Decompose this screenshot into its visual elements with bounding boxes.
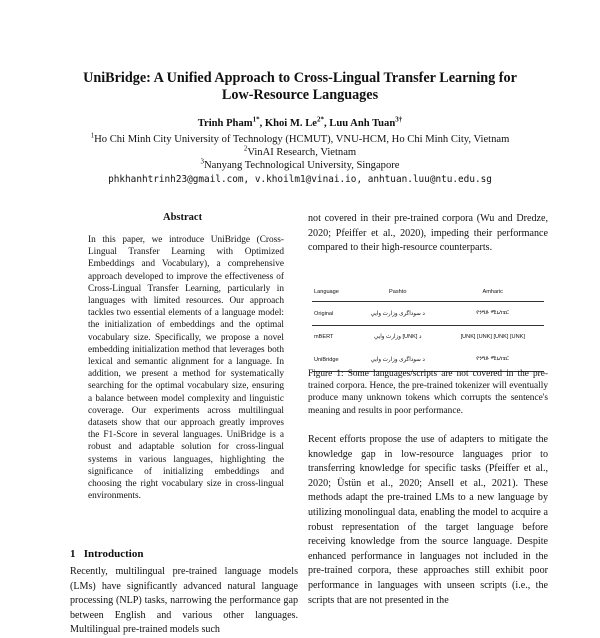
affiliation-2 xyxy=(30,146,570,159)
fig-cell-pashto: د سوداگری وزارت وایي xyxy=(354,348,441,372)
fig-cell-amharic: የንግድ ሚኒስቴር xyxy=(441,302,544,326)
fig-header-language: Language xyxy=(312,287,354,302)
author-1: Trinh Pham xyxy=(197,118,253,129)
affiliation-1-mark: 1 xyxy=(90,131,95,140)
introduction-text: Recently, multilingual pre-trained language models (LMs) have significantly advanced natural language processing (NLP) tasks, narrowing the performance gap between English and various other languages. Multilingual pre-trained models such xyxy=(70,566,298,636)
author-list: Trinh Pham$^{1*}$, Khoi M. $Le^{2*}$, Luu Anh Tuan$^{3\dagger}$ xyxy=(197,115,403,129)
author-emails: phkhanhtrinh23@gmail.com, v.khoilm1@vinai.io, anhtuan.luu@ntu.edu.sg xyxy=(108,174,492,185)
author-3: Luu Anh Tuan xyxy=(329,118,396,129)
right-column-paragraph-bottom: Recent efforts propose the use of adapters to mitigate the knowledge gap in low-resource languages prior to transferring knowledge for specific tasks (Pfeiffer et al., 2020; Üstün et al., 2020; Ansell et al., 2021). These methods adapt the pre-trained LMs to a new language by utilizing monolingual data, enabling the model to acquire a robust representation of the target language before receiving knowledge from the source language. Despite enhanced performance in languages not included in the pre-trained corpora, these approaches still exhibit poor performance in languages with unseen scripts (i.e., the scripts that are not presented in the xyxy=(308,434,548,606)
affiliation-2-text: VinAI Research, Vietnam xyxy=(247,147,357,158)
right-column-paragraph-top: not covered in their pre-trained corpora (Wu and Dredze, 2020; Pfeiffer et al., 2020), impeding their performance compared to their high-resource counterparts. xyxy=(308,213,548,254)
paper-title xyxy=(40,70,560,104)
fig-row-mbert xyxy=(312,326,544,349)
affiliation-2-mark: 2 xyxy=(243,144,248,153)
introduction-number: 1 xyxy=(70,548,76,560)
abstract-text: In this paper, we introduce UniBridge (Cross-Lingual Transfer Learning with Optimized Embeddings and Vocabulary), a comprehensive approach developed to improve the effectiveness of Cross-Lingual Transfer Learning, particularly in languages with limited resources. Our approach tackles two essential elements of a language model: the initialization of embeddings and the optimal vocabulary size. Specifically, we propose a novel embedding initialization method that leverages both lexical and semantic alignment for a language. In addition, we present a method for systematically searching for the optimal vocabulary size, ensuring a balance between model complexity and linguistic coverage. Our experiments across multilingual datasets show that our approach greatly improves the F1-Score in several languages. UniBridge is a robust and adaptable solution for cross-lingual systems in various languages, highlighting the significance of initializing embeddings and choosing the right vocabulary size in cross-lingual environments. xyxy=(88,235,284,502)
fig-header-amharic: Amharic xyxy=(441,287,544,302)
author-2-mark: 2* xyxy=(316,115,324,124)
figure-1-table xyxy=(312,287,544,372)
fig-cell-pashto: د [UNK] وزارت وایي xyxy=(373,334,422,340)
abstract-heading: Abstract xyxy=(163,212,203,223)
affiliation-1 xyxy=(30,133,570,146)
fig-header-pashto: Pashto xyxy=(354,287,441,302)
fig-row-language: Original xyxy=(312,302,354,326)
affiliation-3-text: Nanyang Technological University, Singapore xyxy=(204,160,400,171)
fig-row-language: mBERT xyxy=(314,334,334,340)
fig-cell-pashto: د سوداگری وزارت وایي xyxy=(354,302,441,326)
affiliation-1-text: Ho Chi Minh City University of Technology (HCMUT), VNU-HCM, Ho Chi Minh City, Vietnam xyxy=(94,134,510,145)
fig-row-original xyxy=(312,302,544,326)
affiliation-3 xyxy=(30,159,570,172)
author-2: Khoi M. Le xyxy=(264,118,317,129)
author-3-mark: 3† xyxy=(395,115,403,124)
affiliation-3-mark: 3 xyxy=(200,157,204,166)
introduction-title: Introduction xyxy=(83,548,144,560)
title-line-2: Low-Resource Languages xyxy=(221,87,379,103)
fig-cell-amharic: የንግድ ሚኒስቴር xyxy=(441,348,544,372)
introduction-heading xyxy=(70,548,143,560)
fig-cell-amharic: [UNK] [UNK] [UNK] [UNK] xyxy=(460,334,525,340)
title-line-1: UniBridge: A Unified Approach to Cross-Lingual Transfer Learning for xyxy=(83,70,517,86)
figure-1-caption: Figure 1: Some languages/scripts are not covered in the pre-trained corpora. Hence, the pre-trained tokenizer will eventually produce many unknown tokens which corrupts the sentence's meaning and results in poor performance. xyxy=(308,369,548,416)
fig-row-language: UniBridge xyxy=(312,348,354,372)
author-1-mark: 1* xyxy=(252,115,260,124)
